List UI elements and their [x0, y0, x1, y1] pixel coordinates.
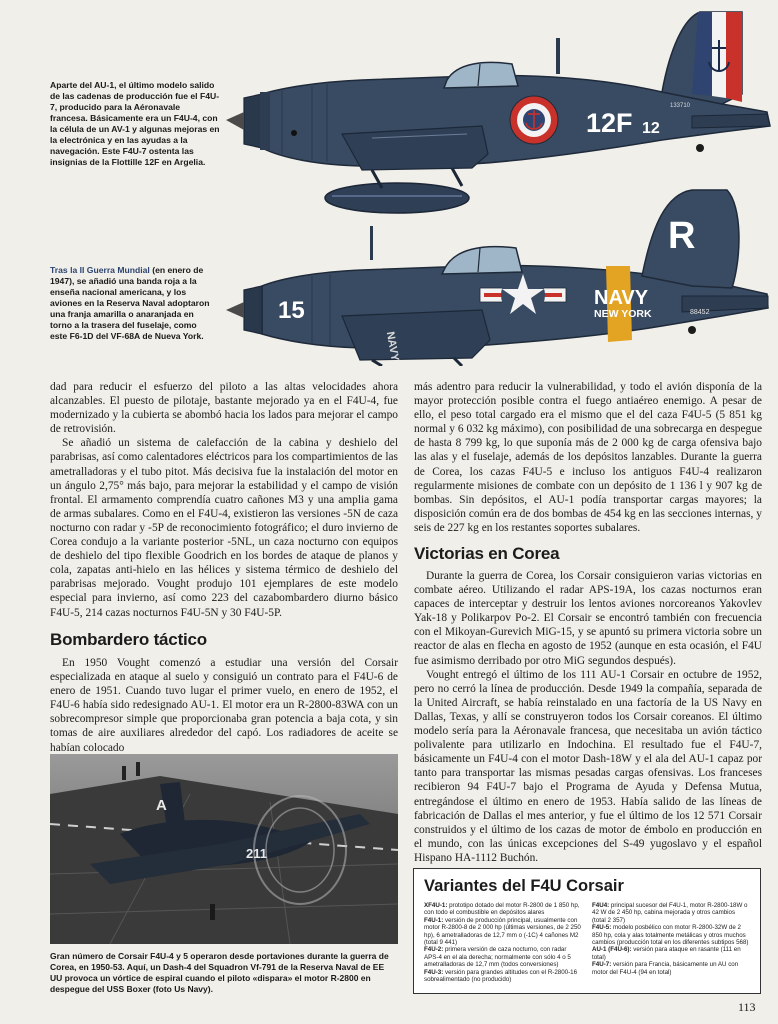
heading-bombardero: Bombardero táctico [50, 630, 207, 649]
spinner [226, 112, 244, 130]
carrier-photo [50, 754, 398, 944]
variants-title: Variantes del F4U Corsair [424, 877, 624, 895]
variants-right [592, 902, 750, 983]
paragraph: más adentro para reducir la vulnerabilidad, y todo el avión disponía de la mayor protección posible contra el fuego antiaéreo enemigo. A pesar de ello, el peso total cargado era el mismo que el del caza F4U-5 (5 851 kg normal y 6 032 kg máximo), con posibilidad de una sobrecarga en despegue de hasta 8 799 kg, lo que suponía más de 2 000 kg de carga ofensiva bajo las alas y el fuselaje, además de los depósitos lanzables. Durante la guerra de Corea, los cazas F4U-5 e incluso los antiguos F4U-4 realizaron regularmente misiones de combate con un depósito de 1 136 l y 907 kg de bombas. Sin depósitos, el AU-1 podía transportar cargas mayores; la disposición común era de dos bombas de 454 kg en las secciones internas, y seis de 227 kg en los restantes soportes subalares. [414, 381, 762, 534]
text-column-left [50, 380, 398, 620]
side-number: 15 [278, 297, 305, 324]
variant-item: F4U4: principal sucesor del F4U-1, motor R-2800-18W o 42 W de 2 450 hp, cabina mejorada y otros cambios (total 2 357) [592, 902, 748, 924]
text-column-right-2 [414, 569, 762, 865]
code-12f: 12F [586, 108, 633, 138]
page-number: 113 [738, 1000, 756, 1014]
tail-letter: R [668, 215, 696, 257]
serial: 133710 [670, 103, 691, 109]
code-num: 12 [642, 120, 660, 137]
variant-item: F4U-1: versión de producción principal, usualmente con motor R-2800-8 de 2 000 hp (últimas versiones, de 2 250 hp), 6 ametralladoras de 12,7 mm o (-1C) 4 cañones M2 (total 9 441) [424, 916, 581, 947]
variant-item: F4U-2: primera versión de caza nocturno, con radar APS-4 en el ala derecha; normalmente con sólo 4 o 5 ametralladoras de 12,7 mm (todos conversiones) [424, 946, 571, 969]
paragraph: Vought entregó el último de los 111 AU-1 Corsair en octubre de 1952, pero no cerró la línea de producción. Desde 1949 la compañía, separada de la United Aircraft, se había reinstalado en una factoría de la US Navy en Dallas, Texas, y allí se construyeron todos los Corsair coreanos. El último modelo sería para la Aéronavale francesa, que necesitaba un avión táctico polivalente para utilizarlo en Indochina. El resultado fue el F4U-7, básicamente un F4U-4 con el motor Dash-18W y el ala del AU-1 capaz por tanto para transportar las mismas pesadas cargas ofensivas. Los franceses recibieron 94 F4U-7 bajo el Programa de Ayuda y Defensa Mutua, entregándose el último en enero de 1953. Había salido de las líneas de fabricación de Dallas el mes anterior, y fue el último de los 12 571 Corsair construidos y el último de los cazas de motor de émbolo en producción en el mundo, con las únicas excepciones del S-49 yugoslavo y el español Hispano HA-1112 Buchón. [414, 668, 762, 864]
variant-item: XF4U-1: prototipo dotado del motor R-2800 de 1 850 hp, con todo el combustible en depósitos alares [424, 902, 580, 917]
canopy [444, 62, 518, 88]
text-column-right [414, 380, 762, 535]
serial: 88452 [690, 309, 710, 316]
antenna-mast [556, 38, 560, 74]
caption-photo: Gran número de Corsair F4U-4 y 5 operaron desde portaviones durante la guerra de Corea, en 1950-53. Aquí, un Dash-4 del Squadron Vf-791 de la Reserva Naval de EE UU provoca un vórtice de espiral cuando el piloto «dispara» el motor R-2800 en despegue del USS Boxer (foto Us Navy). [50, 951, 389, 994]
variant-item: F4U-3: versión para grandes altitudes con el R-2800-16 sobrealimentado (no producido) [424, 968, 578, 984]
antenna [370, 226, 373, 260]
variants-left [424, 902, 582, 983]
variant-item: F4U-7: versión para Francia, básicamente un AU con motor del F4U-4 (94 en total) [592, 961, 739, 976]
canopy [442, 247, 522, 274]
variant-item: F4U-5: modelo posbélico con motor R-2800-32W de 2 850 hp, cola y alas totalmente metálicas y otros muchos cambios (producción total en los diferentes subtipos 568) [592, 924, 749, 947]
variants-box [413, 868, 761, 994]
city-marking: NEW YORK [594, 308, 652, 320]
paragraph: En 1950 Vought comenzó a estudiar una versión del Corsair especializada en ataque al suelo y consiguió un contrato para el F4U-6 de enero de 1951. Cuando tuvo lugar el primer vuelo, en enero de 1952, el F4U-6 había sido redesignado AU-1. El motor era un R-2800-83WA con un sobrecompresor simple que proporcionaba gran potencia a baja cota, y sin tomas de aire auxiliares alrededor del capó. Los radiadores de aceite se habían colocado [50, 657, 398, 754]
paragraph: Durante la guerra de Corea, los Corsair consiguieron varias victorias en combate aéreo. Utilizando el radar APS-19A, los cazas nocturnos eran capaces de interceptar y destruir los lentos aviones norcoreanos Yakovlev Yak-18 y Polikarpov Po-2. El Corsair se encontró también con frecuencia con el Mikoyan-Gurevich MiG-15, y se apuntó su primera victoria sobre un reactor de alas en flecha en agosto de 1952 (aunque en esta ocasión, el F4U fue asimismo derribado por otro MiG segundos después). [414, 570, 762, 667]
heading-victorias: Victorias en Corea [414, 544, 560, 563]
variant-item: AU-1 (F4U-6): versión para ataque en rasante (111 en total) [592, 946, 741, 961]
photo-letter: A [156, 797, 167, 814]
paragraph: dad para reducir el esfuerzo del piloto a las altas velocidades ahora alcanzables. El puesto de pilotaje, bastante mejorado ya en el F4U-4, fue modernizado y la cubierta se abombó hacia los lados para mejorar el campo de retrovisión. [50, 381, 398, 436]
spinner [226, 302, 244, 318]
paragraph: Se añadió un sistema de calefacción de la cabina y deshielo del parabrisas, así como calentadores eléctricos para los compartimientos de las ametralladoras y el tubo pitot. Más decisiva fue la instalación del motor en un ángulo 2,75° más bajo, para mejorar la estabilidad y el campo de visión frontal. El armamento comprendía cuatro cañones M3 y una amplia gama de armas subalares. Como en el F4U-4, existieron las versiones -5N de caza nocturno con radar y -5P de reconocimiento fotográfico; el duro invierno de Corea condujo a la variante posterior -5NL, un caza nocturno con equipos de deshielo del tipo flexible Goodrich en los bordes de ataque de planos y cola, zapatas anti-hielo en las hélices y sistema térmico de deshielo del parabrisas mejorado. Vought produjo 101 ejemplares de este modelo especial para invierno, así como 223 del cazabombardero diurno básico F4U-5, 214 cazas nocturnos F4U-5N y 30 F4U-5P. [50, 437, 398, 619]
navy-marking: NAVY [594, 287, 649, 309]
f6-1d-illustration [222, 186, 778, 366]
caption-plane-1: Aparte del AU-1, el último modelo salido de las cadenas de producción fue el F4U-7, producido para la Aéronavale francesa. Básicamente era un F4U-4, con la célula de un AV-1 y algunas mejoras en la electrónica y en las ayudas a la navegación. Este F4U-7 ostenta las insignias de la Flottille 12F en Argelia. [50, 80, 220, 167]
photo-number: 211 [246, 846, 267, 861]
text-column-left-2 [50, 656, 398, 755]
wing-navy: NAVY [383, 330, 401, 363]
wing [342, 126, 488, 170]
wing [342, 310, 490, 360]
caption-plane-2: Tras la II Guerra Mundial (en enero de 1947), se añadió una banda roja a la enseña nacional americana, y los aviones en la Reserva Naval adoptaron una franja amarilla o anaranjada en torno a la trasera del fuselaje, como este F6-1D del VF-68A de Nueva York. [50, 265, 210, 341]
